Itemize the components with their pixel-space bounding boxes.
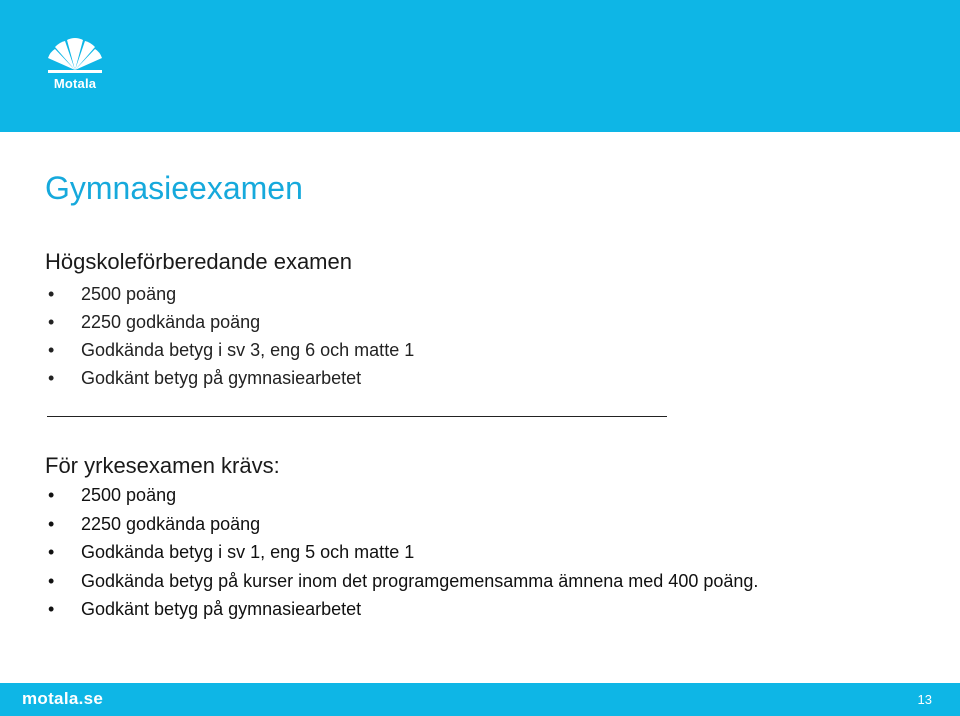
footer-band	[0, 683, 960, 716]
logo-text: Motala	[53, 76, 97, 91]
list-item-text: 2500 poäng	[81, 284, 177, 304]
list-item-text: 2250 godkända poäng	[81, 312, 261, 332]
bullet-icon: •	[48, 570, 55, 591]
list-item-text: Godkänt betyg på gymnasiearbetet	[81, 368, 362, 388]
footer-site-label: motala.se	[22, 689, 104, 708]
list-item	[45, 484, 758, 513]
page-title: Gymnasieexamen	[45, 170, 303, 206]
list-item	[45, 570, 758, 599]
bullet-icon: •	[48, 599, 55, 619]
list-item-text: 2250 godkända poäng	[81, 513, 261, 534]
list-item	[45, 311, 414, 339]
section2-heading: För yrkesexamen krävs:	[45, 453, 280, 478]
section2-list	[45, 484, 758, 627]
page-number: 13	[917, 692, 932, 707]
list-item-text: 2500 poäng	[81, 485, 177, 505]
list-item-text: Godkända betyg i sv 1, eng 5 och matte 1	[81, 542, 415, 562]
bullet-icon: •	[48, 368, 55, 388]
list-item	[45, 283, 414, 311]
motala-logo	[40, 36, 110, 96]
list-item	[45, 541, 758, 570]
bullet-icon: •	[48, 542, 55, 562]
list-item	[45, 513, 758, 542]
bullet-icon: •	[48, 340, 55, 360]
section-divider	[47, 416, 667, 417]
list-item	[45, 339, 414, 367]
section1-heading: Högskoleförberedande examen	[45, 249, 352, 274]
bullet-icon: •	[48, 513, 55, 534]
list-item	[45, 367, 414, 395]
bullet-icon: •	[48, 485, 55, 505]
list-item	[45, 598, 758, 627]
list-item-text: Godkända betyg i sv 3, eng 6 och matte 1	[81, 340, 415, 360]
list-item-text: Godkänt betyg på gymnasiearbetet	[81, 599, 362, 619]
header-band	[0, 0, 960, 132]
bullet-icon: •	[48, 284, 55, 304]
list-item-text: Godkända betyg på kurser inom det programgemensamma ämnena med 400 poäng.	[81, 570, 759, 591]
section1-list	[45, 283, 414, 395]
bullet-icon: •	[48, 312, 55, 332]
motala-fan-icon	[40, 36, 110, 76]
